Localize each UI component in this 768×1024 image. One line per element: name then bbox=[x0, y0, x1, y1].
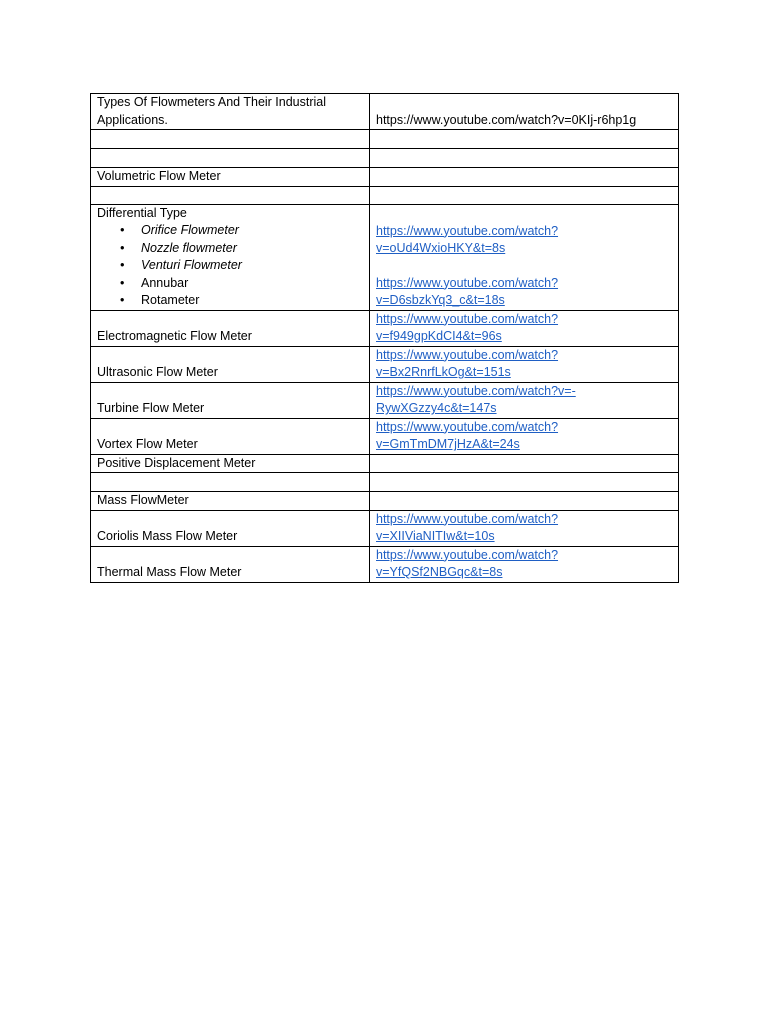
ultrasonic-cell bbox=[91, 346, 370, 382]
vortex-label: Vortex Flow Meter bbox=[97, 437, 198, 451]
empty-cell bbox=[370, 454, 679, 473]
table-row bbox=[91, 382, 679, 418]
coriolis-cell bbox=[91, 510, 370, 546]
link-text-part: https://www.youtube.com/watch? bbox=[376, 547, 559, 562]
empty-cell bbox=[91, 186, 370, 204]
differential-label: Differential Type bbox=[97, 205, 187, 220]
table-row bbox=[91, 346, 679, 382]
link-text-part: v=Bx2RnrfLkOg&t=151s bbox=[376, 365, 511, 379]
empty-cell bbox=[370, 186, 679, 204]
thermal-link[interactable] bbox=[376, 548, 558, 580]
electromagnetic-cell bbox=[91, 310, 370, 346]
empty-cell bbox=[91, 149, 370, 168]
table-row bbox=[91, 492, 679, 511]
link-cell bbox=[370, 510, 679, 546]
empty-cell bbox=[91, 473, 370, 492]
link-text-part: https://www.youtube.com/watch? bbox=[376, 223, 559, 238]
turbine-link[interactable] bbox=[376, 384, 576, 416]
table-row bbox=[91, 186, 679, 204]
coriolis-link[interactable] bbox=[376, 512, 558, 544]
mass-cell bbox=[91, 492, 370, 511]
differential-link-1[interactable] bbox=[376, 224, 558, 256]
empty-cell bbox=[370, 473, 679, 492]
turbine-cell bbox=[91, 382, 370, 418]
link-cell bbox=[370, 418, 679, 454]
table-row bbox=[91, 546, 679, 582]
coriolis-label: Coriolis Mass Flow Meter bbox=[97, 529, 238, 543]
differential-links-cell bbox=[370, 204, 679, 310]
empty-cell bbox=[370, 130, 679, 149]
list-item: • Annubar bbox=[141, 275, 363, 293]
link-text-part: RywXGzzy4c&t=147s bbox=[376, 401, 497, 415]
empty-cell bbox=[91, 130, 370, 149]
empty-cell bbox=[370, 168, 679, 187]
vortex-cell bbox=[91, 418, 370, 454]
table-row bbox=[91, 418, 679, 454]
table-row bbox=[91, 94, 679, 130]
link-cell bbox=[370, 310, 679, 346]
list-item: • Nozzle flowmeter bbox=[141, 240, 363, 258]
table-row bbox=[91, 510, 679, 546]
link-cell bbox=[370, 382, 679, 418]
vortex-link[interactable] bbox=[376, 420, 558, 452]
ultrasonic-link[interactable] bbox=[376, 348, 558, 380]
differential-cell bbox=[91, 204, 370, 310]
link-text-part: https://www.youtube.com/watch? bbox=[376, 347, 559, 362]
positive-displacement-label: Positive Displacement Meter bbox=[97, 455, 256, 470]
volumetric-label: Volumetric Flow Meter bbox=[97, 169, 221, 183]
link-text-part: https://www.youtube.com/watch? bbox=[376, 511, 559, 526]
title-cell bbox=[91, 94, 370, 130]
positive-displacement-cell bbox=[91, 454, 370, 473]
link-text-part: v=GmTmDM7jHzA&t=24s bbox=[376, 437, 520, 451]
link-cell bbox=[370, 546, 679, 582]
turbine-label: Turbine Flow Meter bbox=[97, 401, 205, 415]
link-text-part: https://www.youtube.com/watch? bbox=[376, 311, 559, 326]
empty-cell bbox=[370, 149, 679, 168]
differential-link-2[interactable] bbox=[376, 276, 558, 308]
link-text-part: https://www.youtube.com/watch? bbox=[376, 419, 559, 434]
list-item: • Rotameter bbox=[141, 292, 363, 310]
title-url-cell bbox=[370, 94, 679, 130]
link-cell bbox=[370, 346, 679, 382]
flowmeter-table bbox=[90, 93, 679, 583]
volumetric-cell bbox=[91, 168, 370, 187]
link-text-part: https://www.youtube.com/watch? bbox=[376, 275, 559, 290]
differential-list bbox=[97, 222, 363, 310]
document-title: Types Of Flowmeters And Their Industrial Applications. bbox=[97, 95, 327, 127]
electromagnetic-label: Electromagnetic Flow Meter bbox=[97, 329, 252, 343]
ultrasonic-label: Ultrasonic Flow Meter bbox=[97, 365, 218, 379]
link-text-part: v=YfQSf2NBGqc&t=8s bbox=[376, 565, 503, 579]
empty-cell bbox=[370, 492, 679, 511]
table-row bbox=[91, 310, 679, 346]
list-item: • Venturi Flowmeter bbox=[141, 257, 363, 275]
link-text-part: https://www.youtube.com/watch?v=- bbox=[376, 383, 576, 398]
link-text-part: v=f949gpKdCI4&t=96s bbox=[376, 329, 502, 343]
thermal-label: Thermal Mass Flow Meter bbox=[97, 565, 242, 579]
electromagnetic-link[interactable] bbox=[376, 312, 558, 344]
spacer bbox=[376, 258, 672, 275]
link-text-part: v=XIIViaNITIw&t=10s bbox=[376, 529, 495, 543]
link-text-part: v=oUd4WxioHKY&t=8s bbox=[376, 241, 506, 255]
table-row bbox=[91, 204, 679, 310]
thermal-cell bbox=[91, 546, 370, 582]
table-row bbox=[91, 168, 679, 187]
link-text-part: v=D6sbzkYq3_c&t=18s bbox=[376, 293, 505, 307]
mass-label: Mass FlowMeter bbox=[97, 493, 189, 507]
table-row bbox=[91, 130, 679, 149]
title-url: https://www.youtube.com/watch?v=0KIj-r6hp1g bbox=[376, 112, 637, 127]
table-row bbox=[91, 149, 679, 168]
list-item: • Orifice Flowmeter bbox=[141, 222, 363, 240]
table-row bbox=[91, 473, 679, 492]
table-row bbox=[91, 454, 679, 473]
